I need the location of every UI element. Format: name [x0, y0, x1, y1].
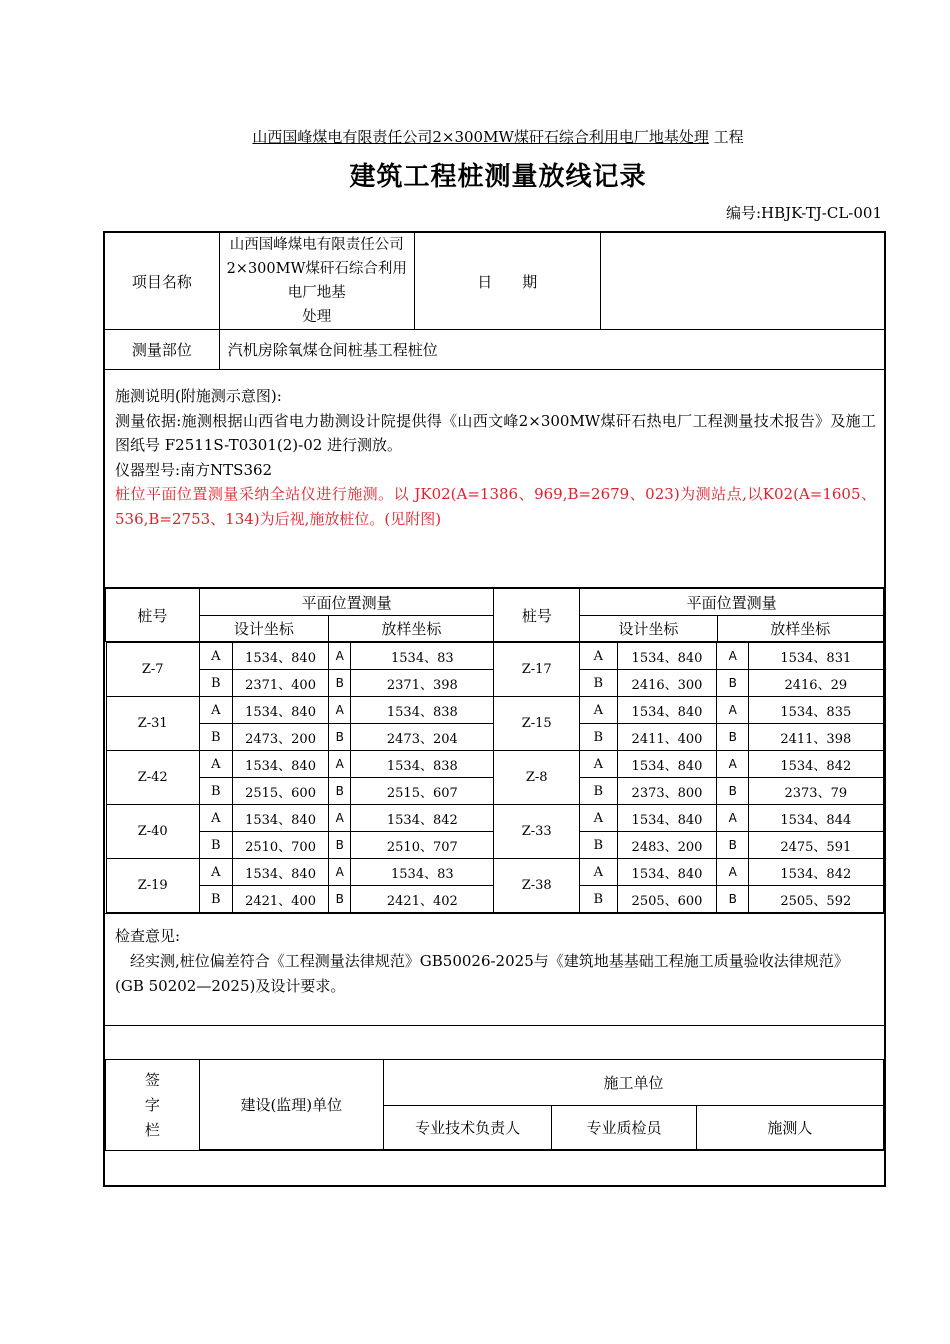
axis-label: B [329, 832, 351, 859]
qc-header: 专业质检员 [552, 1106, 696, 1150]
axis-label: A [199, 643, 232, 670]
axis-label: B [579, 778, 617, 805]
design-coord-a: 1534、840 [232, 643, 329, 670]
axis-label: B [579, 832, 617, 859]
design-coord-header-left: 设计坐标 [199, 616, 329, 642]
layout-coord-b: 2411、398 [749, 724, 883, 751]
tech-lead-signature[interactable] [383, 1150, 551, 1151]
layout-coord-a: 1534、838 [351, 751, 494, 778]
axis-label: A [579, 643, 617, 670]
layout-coord-a: 1534、842 [351, 805, 494, 832]
design-coord-header-right: 设计坐标 [580, 616, 717, 642]
pile-table [105, 588, 884, 913]
signature-column-label: 签 字 栏 [106, 1060, 200, 1151]
axis-label: B [579, 886, 617, 913]
tech-lead-header: 专业技术负责人 [383, 1106, 551, 1150]
axis-label: A [717, 751, 749, 778]
pile-row [106, 751, 883, 778]
pile-no-left: Z-31 [106, 697, 199, 751]
layout-coord-b: 2421、402 [351, 886, 494, 913]
pile-no-left: Z-7 [106, 643, 199, 697]
axis-label: A [199, 805, 232, 832]
axis-label: B [199, 670, 232, 697]
layout-coord-b: 2515、607 [351, 778, 494, 805]
axis-label: B [329, 670, 351, 697]
signature-table [105, 1059, 884, 1151]
pile-no-header-right: 桩号 [494, 589, 580, 642]
axis-label: B [329, 724, 351, 751]
pile-no-right: Z-15 [494, 697, 579, 751]
pile-no-right: Z-8 [494, 751, 579, 805]
pile-no-right: Z-33 [494, 805, 579, 859]
design-coord-a: 1534、840 [617, 697, 717, 724]
layout-coord-a: 1534、842 [749, 751, 883, 778]
subtitle-company: 山西国峰煤电有限责任公司2×300MW煤矸石综合利用电厂地基处理 [252, 128, 709, 146]
axis-label: B [717, 832, 749, 859]
pile-no-left: Z-42 [106, 751, 199, 805]
description-method: 桩位平面位置测量采纳全站仪进行施测。以 JK02(A=1386、969,B=2679、023)为测站点,以K02(A=1605、536,B=2753、134)为后视,施放桩位。(见附图) [115, 485, 876, 528]
qc-signature[interactable] [552, 1150, 696, 1151]
design-coord-b: 2505、600 [617, 886, 717, 913]
layout-coord-a: 1534、83 [351, 643, 494, 670]
pile-rows-cell [106, 642, 884, 914]
pile-row [106, 805, 883, 832]
axis-label: A [329, 805, 351, 832]
owner-unit-header: 建设(监理)单位 [199, 1060, 383, 1150]
axis-label: B [579, 724, 617, 751]
layout-coord-b: 2371、398 [351, 670, 494, 697]
layout-coord-a: 1534、842 [749, 859, 883, 886]
record-form [103, 231, 886, 1187]
project-name-label: 项目名称 [104, 232, 219, 330]
design-coord-a: 1534、840 [617, 859, 717, 886]
axis-label: B [717, 886, 749, 913]
layout-coord-a: 1534、844 [749, 805, 883, 832]
pile-no-left: Z-19 [106, 859, 199, 913]
layout-coord-b: 2505、592 [749, 886, 883, 913]
plane-measure-header-right: 平面位置测量 [580, 589, 884, 616]
design-coord-b: 2483、200 [617, 832, 717, 859]
axis-label: A [579, 859, 617, 886]
date-label: 日 期 [414, 232, 600, 330]
measure-part-value: 汽机房除氧煤仓间桩基工程桩位 [219, 330, 885, 370]
project-subtitle [0, 126, 950, 147]
pile-row [106, 643, 883, 670]
inspection-label: 检查意见: [115, 927, 181, 945]
design-coord-b: 2416、300 [617, 670, 717, 697]
pile-no-header-left: 桩号 [106, 589, 200, 642]
design-coord-b: 2510、700 [232, 832, 329, 859]
axis-label: A [199, 751, 232, 778]
pile-row [106, 697, 883, 724]
design-coord-a: 1534、840 [617, 751, 717, 778]
design-coord-a: 1534、840 [232, 859, 329, 886]
description-instrument: 仪器型号:南方NTS362 [115, 460, 273, 479]
surveyor-header: 施测人 [696, 1106, 883, 1150]
layout-coord-b: 2510、707 [351, 832, 494, 859]
layout-coord-a: 1534、831 [749, 643, 883, 670]
design-coord-b: 2371、400 [232, 670, 329, 697]
axis-label: B [199, 724, 232, 751]
design-coord-b: 2473、200 [232, 724, 329, 751]
axis-label: A [717, 805, 749, 832]
design-coord-a: 1534、840 [617, 643, 717, 670]
surveyor-signature[interactable] [696, 1150, 883, 1151]
design-coord-b: 2373、800 [617, 778, 717, 805]
design-coord-a: 1534、840 [232, 697, 329, 724]
pile-row [106, 859, 883, 886]
layout-coord-header-right: 放样坐标 [717, 616, 883, 642]
axis-label: A [199, 697, 232, 724]
axis-label: B [579, 670, 617, 697]
measure-part-label: 测量部位 [104, 330, 219, 370]
axis-label: A [579, 697, 617, 724]
pile-no-right: Z-17 [494, 643, 579, 697]
axis-label: A [717, 643, 749, 670]
axis-label: A [329, 643, 351, 670]
layout-coord-a: 1534、835 [749, 697, 883, 724]
axis-label: A [329, 751, 351, 778]
layout-coord-b: 2473、204 [351, 724, 494, 751]
axis-label: B [199, 886, 232, 913]
design-coord-b: 2411、400 [617, 724, 717, 751]
description-basis: 测量依据:施测根据山西省电力勘测设计院提供得《山西文峰2×300MW煤矸石热电厂工程测量技术报告》及施工图纸号 F2511S-T0301(2)-02 进行测放。 [115, 411, 876, 454]
axis-label: B [329, 886, 351, 913]
subtitle-suffix: 工程 [708, 128, 744, 146]
pile-rows [106, 642, 884, 913]
axis-label: A [717, 697, 749, 724]
signature-cell [104, 1026, 885, 1186]
axis-label: B [717, 724, 749, 751]
axis-label: B [717, 778, 749, 805]
axis-label: A [579, 751, 617, 778]
design-coord-a: 1534、840 [617, 805, 717, 832]
project-name-value: 山西国峰煤电有限责任公司 2×300MW煤矸石综合利用电厂地基 处理 [219, 232, 414, 330]
design-coord-a: 1534、840 [232, 805, 329, 832]
inspection-opinion [104, 914, 885, 1026]
pile-no-right: Z-38 [494, 859, 579, 913]
axis-label: A [717, 859, 749, 886]
layout-coord-b: 2416、29 [749, 670, 883, 697]
construction-unit-header: 施工单位 [383, 1060, 883, 1106]
pile-table-cell [104, 588, 885, 914]
axis-label: B [199, 778, 232, 805]
layout-coord-b: 2475、591 [749, 832, 883, 859]
axis-label: A [199, 859, 232, 886]
axis-label: B [329, 778, 351, 805]
page-title: 建筑工程桩测量放线记录 [349, 162, 647, 192]
pile-no-left: Z-40 [106, 805, 199, 859]
design-coord-b: 2515、600 [232, 778, 329, 805]
axis-label: A [329, 697, 351, 724]
inspection-text: 经实测,桩位偏差符合《工程测量法律规范》GB50026-2025与《建筑地基基础工程施工质量验收法律规范》(GB 50202—2025)及设计要求。 [115, 952, 849, 995]
design-coord-a: 1534、840 [232, 751, 329, 778]
description-heading: 施测说明(附施测示意图): [115, 387, 282, 405]
layout-coord-b: 2373、79 [749, 778, 883, 805]
axis-label: B [717, 670, 749, 697]
layout-coord-a: 1534、838 [351, 697, 494, 724]
owner-unit-signature[interactable] [199, 1150, 383, 1151]
axis-label: A [579, 805, 617, 832]
date-value[interactable] [600, 232, 885, 330]
layout-coord-header-left: 放样坐标 [329, 616, 494, 642]
layout-coord-a: 1534、83 [351, 859, 494, 886]
axis-label: A [329, 859, 351, 886]
plane-measure-header-left: 平面位置测量 [199, 589, 494, 616]
design-coord-b: 2421、400 [232, 886, 329, 913]
document-number: 编号:HBJK-TJ-CL-001 [725, 204, 882, 222]
axis-label: B [199, 832, 232, 859]
survey-description [104, 370, 885, 588]
